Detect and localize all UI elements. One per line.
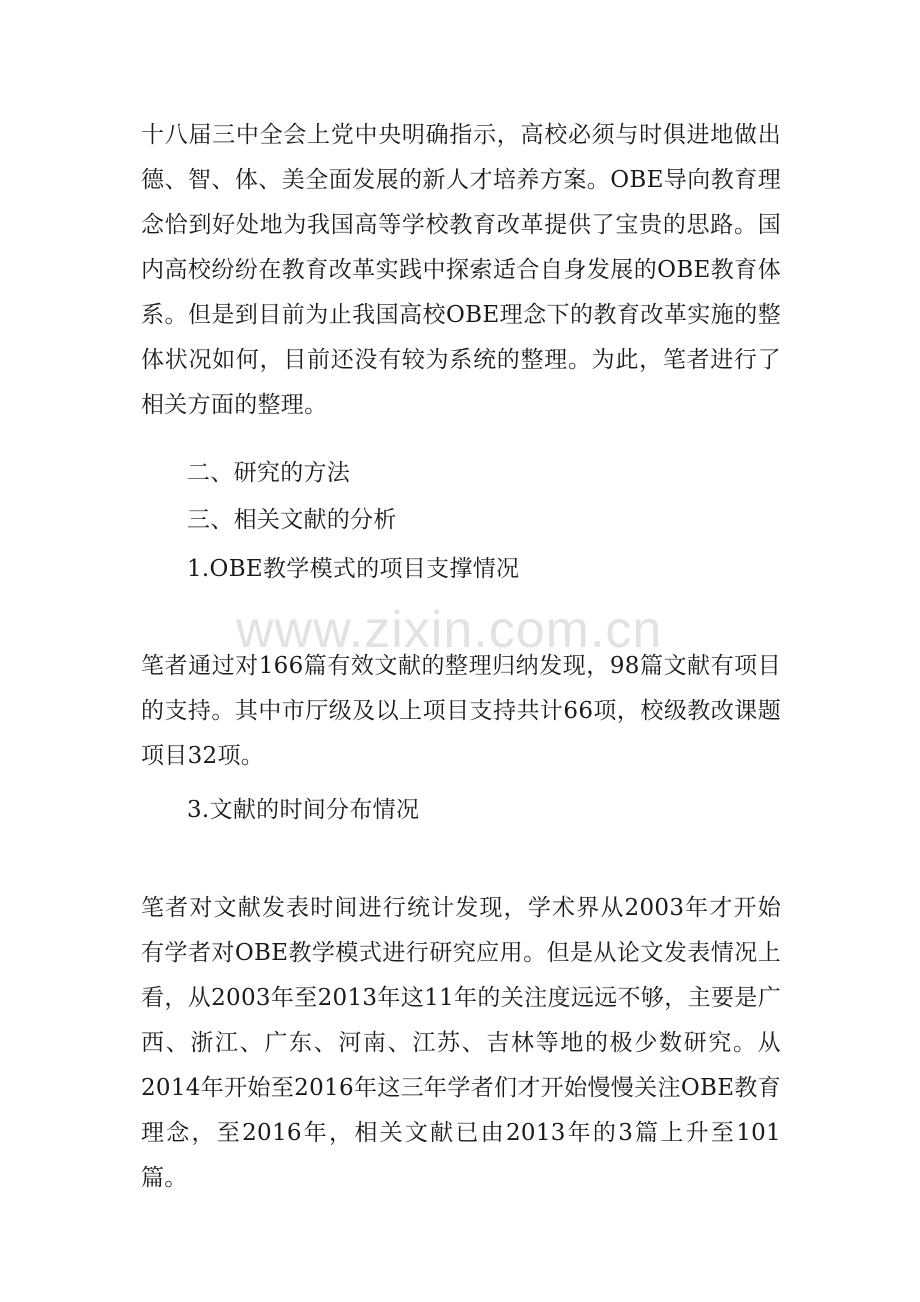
subheading-project-support: 1.OBE教学模式的项目支撑情况 (187, 556, 520, 582)
site-watermark: www.zixin.com.cn (236, 601, 663, 659)
project-support-paragraph: 笔者通过对166篇有效文献的整理归纳发现，98篇文献有项目的支持。其中市厅级及以上项目支持共计66项，校级教改课题项目32项。 (141, 653, 781, 769)
section-heading-analysis: 三、相关文献的分析 (187, 507, 397, 533)
section-heading-methods: 二、研究的方法 (187, 460, 351, 486)
intro-paragraph: 十八届三中全会上党中央明确指示，高校必须与时俱进地做出德、智、体、美全面发展的新人才培养方案。OBE导向教育理念恰到好处地为我国高等学校教育改革提供了宝贵的思路。国内高校纷纷在教育改革实践中探索适合自身发展的OBE教育体系。但是到目前为止我国高校OBE理念下的教育改革实施的整体状况如何，目前还没有较为系统的整理。为此，笔者进行了相关方面的整理。 (141, 122, 781, 418)
subheading-time-distribution: 3.文献的时间分布情况 (187, 797, 420, 823)
time-distribution-paragraph: 笔者对文献发表时间进行统计发现，学术界从2003年才开始有学者对OBE教学模式进行研究应用。但是从论文发表情况上看，从2003年至2013年这11年的关注度远远不够，主要是广西、浙江、广东、河南、江苏、吉林等地的极少数研究。从2014年开始至2016年这三年学者们才开始慢慢关注OBE教育理念，至2016年，相关文献已由2013年的3篇上升至101篇。 (141, 895, 781, 1191)
